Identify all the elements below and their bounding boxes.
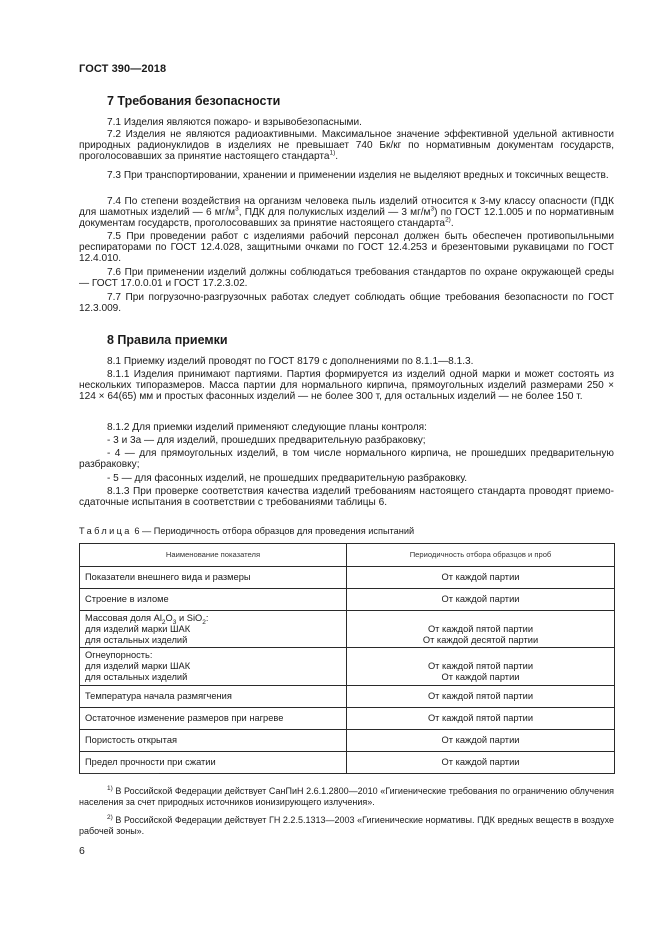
list-item-plan-5: - 5 — для фасонных изделий, не прошедших предварительную разбраковку.	[107, 473, 468, 484]
table-row: Строение в изломе От каждой партии	[80, 589, 615, 611]
table-header-row	[80, 544, 615, 567]
paragraph-7-1: 7.1 Изделия являются пожаро- и взрывобезопасными.	[107, 117, 362, 128]
table-caption: Таблица 6 — Периодичность отбора образцов для проведения испытаний	[79, 526, 415, 536]
paragraph-7-3: 7.3 При транспортировании, хранении и применении изделия не выделяют вредных и токсичных веществ.	[107, 170, 609, 181]
footnote-1: $^{1)}$ В Российской Федерации действует СанПиН 2.6.1.2800—2010 «Гигиенические требования по ограничению облучения населения за счет природных источников ионизирующего излучения».	[79, 785, 614, 807]
document-header: ГОСТ 390—2018	[79, 63, 167, 75]
sampling-frequency-table	[79, 543, 615, 774]
section-7-title: 7 Требования безопасности	[107, 94, 281, 108]
table-row: Массовая доля $Al_2O_3$ и SiO$_2$: для изделий марки ШАК для остальных изделий От каждой пятой партии От каждой десятой партии	[80, 611, 615, 648]
paragraph-7-2: 7.2 Изделия не являются радиоактивными. Максимальное значение эффективной удельной активности природных радионуклидов в изделиях не превышает 740 Бк/кг по нормативным документам государств, проголосовавших за принятие настоящего стандарта$^{1)}$.	[79, 129, 614, 163]
footnote-2: $^{2)}$ В Российской Федерации действует ГН 2.2.5.1313—2003 «Гигиенические нормативы. ПДК вредных веществ в воздухе рабочей зоны».	[79, 814, 614, 836]
paragraph-7-6: 7.6 При применении изделий должны соблюдаться требования стандартов по охране окружающей среды — ГОСТ 17.0.0.01 и ГОСТ 17.2.3.02.	[79, 267, 614, 290]
table-row: Остаточное изменение размеров при нагреве От каждой пятой партии	[80, 707, 615, 729]
paragraph-8-1-2: 8.1.2 Для приемки изделий применяют следующие планы контроля:	[107, 422, 427, 433]
page-number: 6	[79, 845, 85, 857]
paragraph-8-1: 8.1 Приемку изделий проводят по ГОСТ 8179 с дополнениями по 8.1.1—8.1.3.	[107, 356, 474, 367]
paragraph-7-5: 7.5 При проведении работ с изделиями рабочий персонал должен быть обеспечен противопыльными респираторами по ГОСТ 12.4.028, защитными очками по ГОСТ 12.4.253 и брезентовыми рукавицами по ГОСТ 12.4.010.	[79, 231, 614, 265]
list-item-plan-4: - 4 — для прямоугольных изделий, в том числе нормального кирпича, не прошедших предварительную разбраковку;	[79, 448, 614, 471]
paragraph-8-1-3: 8.1.3 При проверке соответствия качества изделий требованиям настоящего стандарта проводят приемо-сдаточные испытания в соответствии с требованиями таблицы 6.	[79, 486, 614, 509]
table-row: Предел прочности при сжатии От каждой партии	[80, 751, 615, 773]
footnote-ref-1: 1)	[329, 149, 336, 157]
table-row: Температура начала размягчения От каждой пятой партии	[80, 685, 615, 707]
paragraph-7-7: 7.7 При погрузочно-разгрузочных работах следует соблюдать общие требования безопасности по ГОСТ 12.3.009.	[79, 292, 614, 315]
column-header-indicator: Наименование показателя	[80, 544, 347, 567]
paragraph-8-1-1: 8.1.1 Изделия принимают партиями. Партия формируется из изделий одной марки и может состоять из нескольких типоразмеров. Масса партии для нормального кирпича, прямоугольных изделий размерами 250 × 124 × 64(65) мм и простых фасонных изделий — не более 300 т, для остальных изделий — не более 150 т.	[79, 369, 614, 403]
paragraph-7-4: 7.4 По степени воздействия на организм человека пыль изделий относится к 3-му классу опасности (ПДК для шамотных изделий — 6 $мг/м^3$, ПДК для полукислых изделий — 3 $мг/м^3$) по ГОСТ 12.1.005 и по нормативным документам государств, проголосовавших за принятие настоящего стандарта$^{2)}$.	[79, 196, 614, 230]
table-row: Показатели внешнего вида и размеры От каждой партии	[80, 567, 615, 589]
list-item-plan-3: - 3 и 3а — для изделий, прошедших предварительную разбраковку;	[107, 435, 426, 446]
section-8-title: 8 Правила приемки	[107, 333, 228, 347]
column-header-frequency: Периодичность отбора образцов и проб	[347, 544, 615, 567]
table-row: Пористость открытая От каждой партии	[80, 729, 615, 751]
table-row: Огнеупорность: для изделий марки ШАК для остальных изделий От каждой пятой партии От каждой партии	[80, 648, 615, 685]
footnote-ref-2: 2)	[445, 216, 451, 224]
footnote-divider	[79, 773, 159, 774]
